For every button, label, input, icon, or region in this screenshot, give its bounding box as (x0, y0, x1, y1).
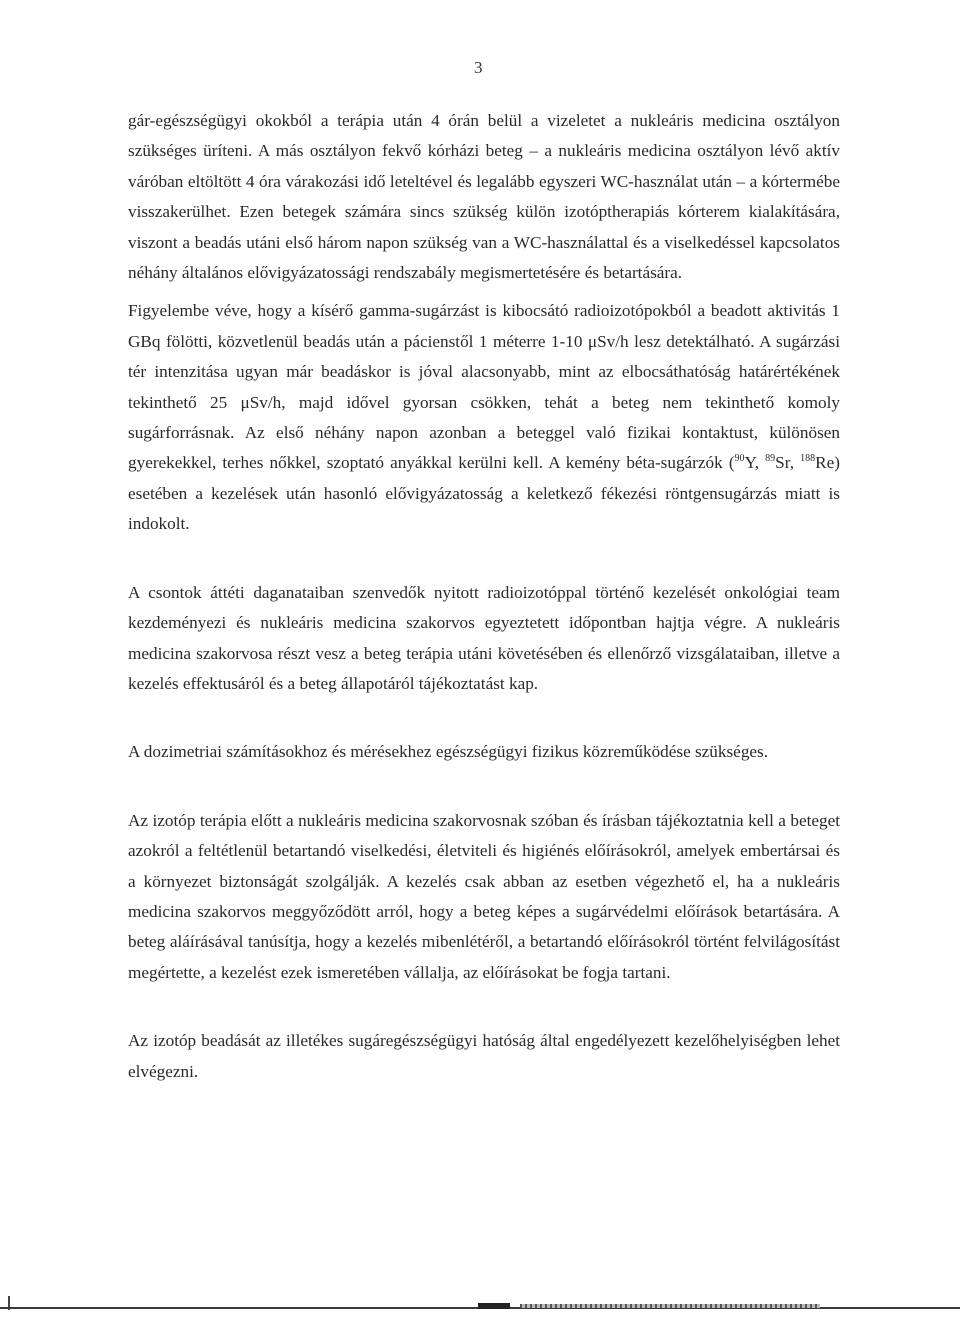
page-number: 3 (474, 58, 483, 77)
isotope-symbol-re-and-text: Re) esetében a kezelések után hasonló elővigyázatosság a keletkező fékezési röntgensugárzás miatt is indokolt. (128, 453, 840, 534)
paragraph-patient-information: Az izotóp terápia előtt a nukleáris medicina szakorvosnak szóban és írásban tájékoztatnia kell a beteget azokról a feltétlenül betartandó viselkedési, életviteli és higiénés előírásokról, amelyek embertársai és a környezet biztonságát szolgálják. A kezelés csak abban az esetben végezhető el, ha a nukleáris medicina szakorvos meggyőződött arról, hogy a beteg képes a sugárvédelmi előírások betartására. A beteg aláírásával tanúsítja, hogy a kezelés mibenlétéről, a betartandó előírásokról történt felvilágosítást megértette, a kezelést ezek ismeretében vállalja, az előírásokat be fogja tartani. (128, 810, 840, 982)
scan-artifact-dotted (520, 1304, 820, 1308)
scan-artifact-dark (478, 1303, 510, 1309)
isotope-mass-y: 90 (734, 452, 745, 464)
isotope-symbol-sr: Sr, (775, 453, 801, 473)
paragraph-administration-room: Az izotóp beadását az illetékes sugáregészségügyi hatóság által engedélyezett kezelőhelyiségben lehet elvégezni. (128, 1031, 840, 1081)
isotope-symbol-y: Y, (744, 453, 766, 473)
paragraph-radiation-precautions (128, 296, 840, 539)
document-body (128, 106, 840, 1087)
isotope-mass-re: 188 (800, 452, 816, 464)
paragraph-dosimetry: A dozimetriai számításokhoz és mérésekhez egészségügyi fizikus közreműködése szükséges. (128, 742, 769, 762)
isotope-mass-sr: 89 (765, 452, 776, 464)
paragraph-radiation-text: Figyelembe véve, hogy a kísérő gamma-sugárzást is kibocsátó radioizotópokból a beadott aktivitás 1 GBq fölötti, közvetlenül beadás után a pácienstől 1 méterre 1-10 μSv/h lesz detektálható. A sugárzási tér intenzitása ugyan már beadáskor is jóval alacsonyabb, mint az elbocsáthatóság határértékének tekinthető 25 μSv/h, majd idővel gyorsan csökken, tehát a beteg nem tekinthető komoly sugárforrásnak. Az első néhány napon azonban a beteggel való fizikai kontaktust, különösen gyerekekkel, terhes nőkkel, szoptató anyákkal kerülni kell. A kemény béta-sugárzók ( (128, 301, 840, 473)
paragraph-aftercare: gár-egészségügyi okokból a terápia után 4 órán belül a vizeletet a nukleáris medicina osztályon szükséges üríteni. A más osztályon fekvő kórházi beteg – a nukleáris medicina osztályon lévő aktív váróban eltöltött 4 óra várakozási idő leteltével és legalább egyszeri WC-használat után – a kórtermébe visszakerülhet. Ezen betegek számára sincs szükség külön izotóptherapiás kórterem kialakítására, viszont a beadás utáni első három napon szükség van a WC-használattal és a viselkedéssel kapcsolatos néhány általános elővigyázatossági rendszabály megismertetésére és betartására. (128, 111, 840, 283)
paragraph-bone-metastases: A csontok áttéti daganataiban szenvedők nyitott radioizotóppal történő kezelését onkológiai team kezdeményezi és nukleáris medicina szakorvos egyeztetett időpontban hajtja végre. A nukleáris medicina szakorvosa részt vesz a beteg terápia utáni követésében és ellenőrző vizsgálataiban, illetve a kezelés effektusáról és a beteg állapotáról tájékoztatást kap. (128, 582, 840, 693)
